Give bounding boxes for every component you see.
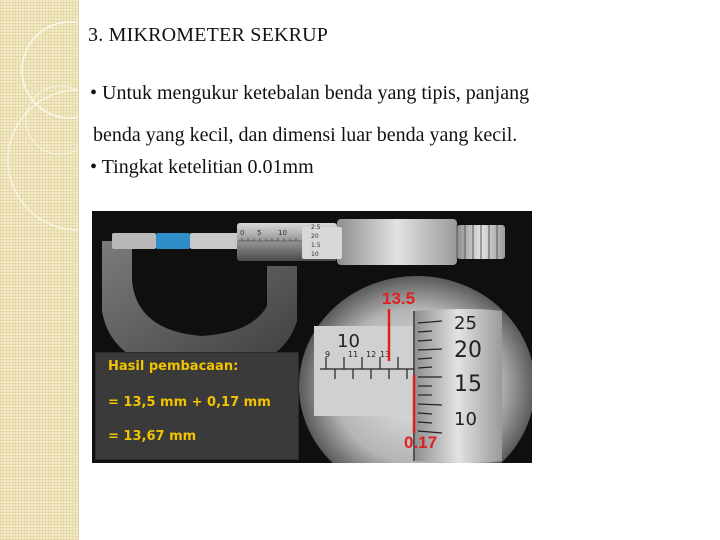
result-line-1: = 13,5 mm + 0,17 mm (108, 395, 271, 410)
result-title: Hasil pembacaan: (108, 359, 239, 374)
reading-result-box (95, 352, 299, 460)
slide-title: 3. MIKROMETER SEKRUP (88, 24, 329, 46)
sleeve-label-13: 13 (380, 350, 391, 359)
decorative-circles (0, 0, 78, 540)
bullet-usage-continued: benda yang kecil, dan dimensi luar benda yang kecil. (93, 124, 518, 146)
bullet-precision: • Tingkat ketelitian 0.01mm (90, 156, 314, 178)
thimble-top-label-1: 20 (311, 233, 319, 240)
sleeve-top-label-2: 10 (278, 229, 287, 237)
sleeve-label-12: 12 (366, 350, 377, 359)
sleeve-top-label-0: 0 (240, 229, 245, 237)
decorative-side-strip (0, 0, 79, 540)
micrometer-image (92, 211, 532, 463)
sleeve-label-9: 9 (325, 350, 331, 359)
thimble-label-15: 15 (454, 372, 482, 397)
thimble-top-label-3: 10 (311, 251, 319, 258)
thimble-label-20: 20 (454, 338, 482, 363)
sleeve-label-10: 10 (337, 331, 360, 352)
thimble-label-10: 10 (454, 409, 477, 430)
thimble-top-label-2: 1.5 (311, 242, 321, 249)
bullet-usage: • Untuk mengukur ketebalan benda yang tipis, panjang (90, 82, 530, 104)
thimble-label-25: 25 (454, 313, 477, 334)
thimble-top-label-0: 2.5 (311, 224, 321, 231)
sleeve-label-11: 11 (348, 350, 359, 359)
result-line-2: = 13,67 mm (108, 429, 197, 444)
sleeve-top-label-1: 5 (257, 229, 262, 237)
thimble-scale-reading: 0.17 (404, 433, 438, 452)
main-scale-reading: 13.5 (382, 289, 416, 308)
